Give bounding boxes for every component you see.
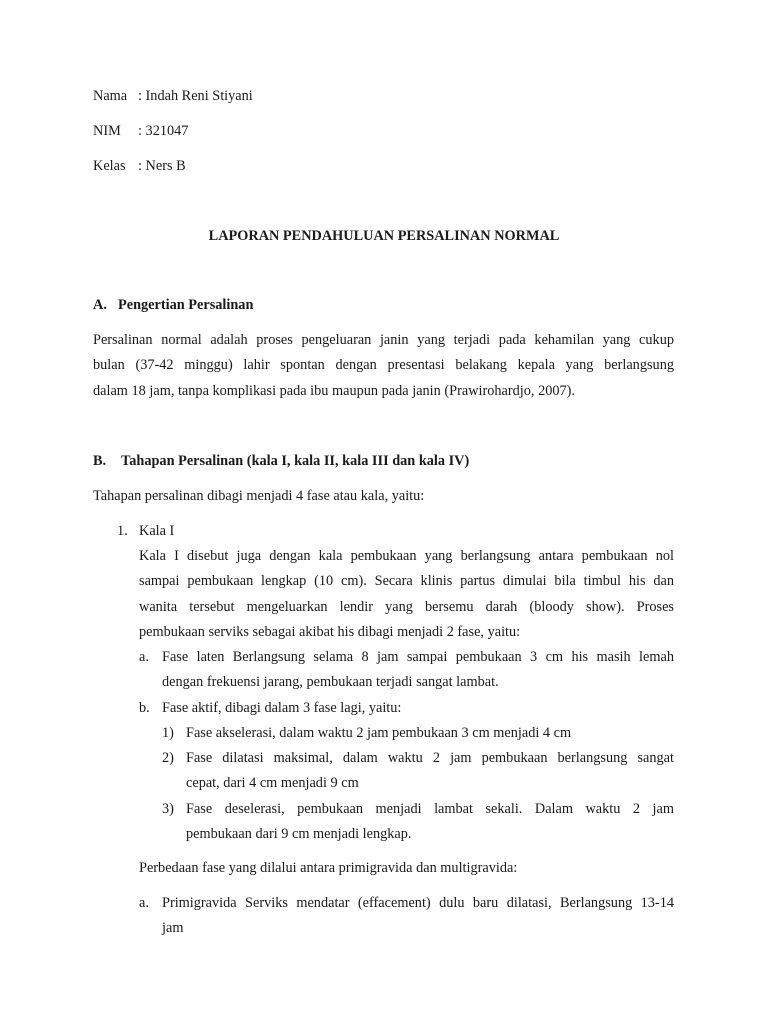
identity-kelas <box>93 154 186 179</box>
sub-a-line: dengan frekuensi jarang, pembukaan terjadi sangat lambat. <box>162 674 499 690</box>
section-b-heading <box>93 449 469 474</box>
difference-text: Perbedaan fase yang dilalui antara primigravida dan multigravida: <box>139 860 518 876</box>
nim-label: NIM <box>93 123 121 139</box>
kelas-value: : Ners B <box>138 158 186 174</box>
sub-b-marker: b. <box>139 700 150 716</box>
item-1-title: Kala I <box>139 523 175 539</box>
item-1-line: pembukaan serviks sebagai akibat his dibagi menjadi 2 fase, yaitu: <box>139 624 521 640</box>
document-title: LAPORAN PENDAHULUAN PERSALINAN NORMAL <box>208 228 560 244</box>
sub-a-marker: a. <box>139 649 149 665</box>
identity-nama <box>93 84 253 109</box>
section-a-marker: A. <box>93 297 107 313</box>
nama-label: Nama <box>93 88 128 104</box>
diff-a-line: Primigravida Serviks mendatar (effacement) dulu baru dilatasi, Berlangsung 13-14 <box>162 895 674 911</box>
item-1-line: sampai pembukaan lengkap (10 cm). Secara klinis partus dimulai bila timbul his dan <box>139 573 674 589</box>
phase-marker: 3) <box>162 801 174 817</box>
sub-b-text: Fase aktif, dibagi dalam 3 fase lagi, yaitu: <box>162 700 402 716</box>
nim-value: : 321047 <box>138 123 189 139</box>
item-1-line: Kala I disebut juga dengan kala pembukaan yang berlangsung antara pembukaan nol <box>139 548 674 564</box>
section-b-marker: B. <box>93 453 107 469</box>
diff-a-line: jam <box>162 920 184 936</box>
section-b-title: Tahapan Persalinan (kala I, kala II, kala III dan kala IV) <box>121 453 470 469</box>
section-a-line: Persalinan normal adalah proses pengeluaran janin yang terjadi pada kehamilan yang cukup <box>93 332 674 348</box>
section-a-line: bulan (37-42 minggu) lahir spontan dengan presentasi belakang kepala yang berlangsung <box>93 357 674 373</box>
item-1-marker: 1. <box>117 523 128 539</box>
item-1-line: wanita tersebut mengeluarkan lendir yang bersemu darah (bloody show). Proses <box>139 599 674 615</box>
phase-marker: 1) <box>162 725 174 741</box>
phase-line: cepat, dari 4 cm menjadi 9 cm <box>186 775 359 791</box>
phase-marker: 2) <box>162 750 174 766</box>
identity-nim <box>93 119 188 144</box>
diff-a-marker: a. <box>139 895 149 911</box>
phase-line: Fase akselerasi, dalam waktu 2 jam pembukaan 3 cm menjadi 4 cm <box>186 725 572 741</box>
phase-line: pembukaan dari 9 cm menjadi lengkap. <box>186 826 412 842</box>
section-a-title: Pengertian Persalinan <box>118 297 254 313</box>
phase-line: Fase deselerasi, pembukaan menjadi lambat sekali. Dalam waktu 2 jam <box>186 801 674 817</box>
section-b-intro: Tahapan persalinan dibagi menjadi 4 fase atau kala, yaitu: <box>93 488 425 504</box>
section-a-line: dalam 18 jam, tanpa komplikasi pada ibu maupun pada janin (Prawirohardjo, 2007). <box>93 383 576 399</box>
section-a-heading <box>93 293 253 318</box>
sub-a-line: Fase laten Berlangsung selama 8 jam sampai pembukaan 3 cm his masih lemah <box>162 649 674 665</box>
kelas-label: Kelas <box>93 158 126 174</box>
nama-value: : Indah Reni Stiyani <box>138 88 253 104</box>
phase-line: Fase dilatasi maksimal, dalam waktu 2 jam pembukaan berlangsung sangat <box>186 750 674 766</box>
